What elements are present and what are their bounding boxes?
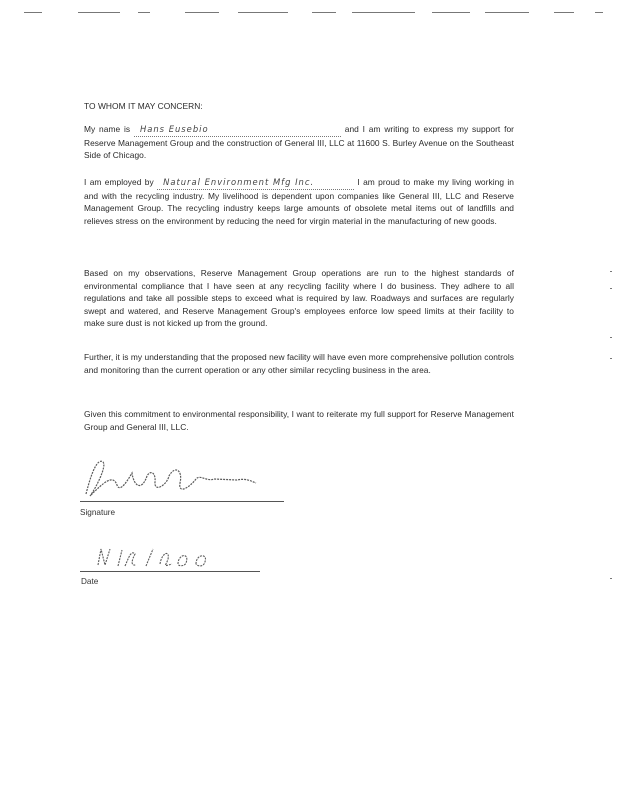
signature-line — [80, 501, 284, 502]
signature-label: Signature — [80, 508, 116, 517]
scan-artifact-top — [0, 10, 618, 18]
intro-text-before: My name is — [84, 124, 131, 134]
date-label: Date — [81, 577, 99, 586]
scan-artifact-margin — [610, 578, 612, 579]
signature-scribble — [68, 452, 298, 502]
paragraph-closing: Given this commitment to environmental responsibility, I want to reiterate my full support for Reserve Management Group and General III, LLC. — [84, 409, 514, 432]
scan-artifact-margin — [610, 288, 612, 289]
paragraph-introduction — [84, 123, 514, 162]
paragraph-employment — [84, 176, 514, 227]
employment-text-before: I am employed by — [84, 177, 154, 187]
handwritten-name: Hans Eusebio — [134, 123, 341, 137]
handwritten-date — [70, 542, 270, 574]
intro-text-after: and I am writing to express my support for Reserve Management Group and the construction of General III, LLC at 11600 S. Burley Avenue on the Southeast Side of Chicago. — [84, 124, 515, 161]
date-line — [80, 571, 260, 572]
scan-artifact-margin — [610, 337, 612, 338]
handwritten-company: Natural Environment Mfg Inc. — [157, 176, 354, 190]
scan-artifact-margin — [610, 271, 612, 272]
scan-artifact-margin — [610, 358, 612, 359]
paragraph-observations: Based on my observations, Reserve Management Group operations are run to the highest standards of environmental compliance that I have seen at any recycling facility where I do business. They adhere to all regulations and take all possible steps to exceed what is required by law. Roadways and surfaces are regularly swept and watered, and Reserve Management Group's employees enforce low speed limits at their facility to make sure dust is not kicked up from the ground. — [84, 268, 514, 329]
employment-text-after: I am proud to make my living working in and with the recycling industry. My livelihood is dependent upon companies like General III, LLC and Reserve Management Group. The recycling industry keeps large amounts of obsolete metal items out of landfills and relieves stress on the environment by reducing the need for virgin material in the manufacturing of new goods. — [84, 177, 514, 226]
salutation: TO WHOM IT MAY CONCERN: — [84, 101, 203, 111]
signature-block — [68, 452, 298, 527]
paragraph-further: Further, it is my understanding that the proposed new facility will have even more comprehensive pollution controls and monitoring than the current operation or any other similar recycling business in the area. — [84, 352, 514, 375]
date-block — [70, 542, 270, 592]
